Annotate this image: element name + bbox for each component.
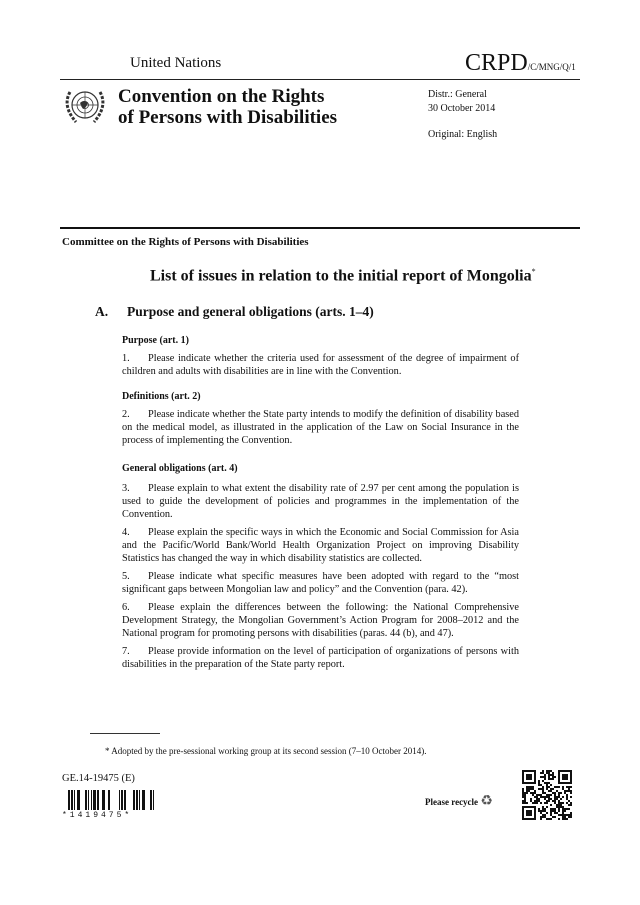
recycle-notice [425, 793, 493, 810]
distribution: Distr.: General [428, 89, 487, 100]
para-text: Please indicate what specific measures have been adopted with regard to the “most significant gaps between Mongolian law and policy” and the Convention (para. 42). [122, 571, 519, 595]
para-number: 4. [122, 527, 130, 538]
date: 30 October 2014 [428, 103, 496, 114]
barcode-number: *1419475* [62, 811, 133, 820]
block-general-obligations [122, 462, 519, 671]
section-title: Purpose and general obligations (arts. 1–4) [127, 304, 374, 319]
para-number: 6. [122, 602, 130, 613]
symbol-main: CRPD [465, 50, 528, 76]
org-name: United Nations [130, 55, 222, 71]
paragraph [122, 601, 519, 640]
title-text: List of issues in relation to the initial report of Mongolia [150, 267, 532, 285]
symbol-suffix: /C/MNG/Q/1 [527, 62, 576, 72]
paragraph [122, 526, 519, 565]
thick-rule [60, 227, 580, 229]
para-number: 1. [122, 353, 130, 364]
header-rule [60, 79, 580, 80]
section-heading [95, 304, 374, 320]
para-text: Please explain the specific ways in which the Economic and Social Commission for Asia and the Pacific/World Bank/World Health Organization Project on improving Disability Statistics has changed the way in which disability statistics are collected. [122, 527, 519, 564]
job-number: GE.14-19475 (E) [62, 773, 135, 784]
section-letter: A. [95, 304, 109, 319]
convention-title [118, 86, 337, 128]
subheading: Purpose (art. 1) [122, 335, 189, 346]
block-purpose [122, 334, 519, 378]
document-title [150, 267, 536, 285]
un-emblem-icon [62, 84, 108, 128]
para-text: Please indicate whether the State party intends to modify the definition of disability based on the medical model, as illustrated in the application of the Law on Social Insurance in the process of implementing the Convention. [122, 409, 519, 446]
original-language: Original: English [428, 129, 498, 140]
subheading: Definitions (art. 2) [122, 391, 201, 402]
title-line-1: Convention on the Rights [118, 86, 325, 107]
paragraph [122, 482, 519, 521]
title-line-2: of Persons with Disabilities [118, 107, 338, 128]
subheading: General obligations (art. 4) [122, 463, 238, 474]
footnote-marker: * [531, 267, 536, 276]
para-number: 3. [122, 483, 130, 494]
para-text: Please indicate whether the criteria used for assessment of the degree of impairment of children and adults with disabilities are in line with the Convention. [122, 353, 519, 377]
para-text: Please explain the differences between the following: the National Comprehensive Development Strategy, the Mongolian Government’s Action Program for 2008–2012 and the National program for promoting persons with disabilities (paras. 44 (b), and 47). [122, 602, 519, 639]
barcode-icon [62, 790, 154, 810]
para-number: 2. [122, 409, 130, 420]
committee-name: Committee on the Rights of Persons with Disabilities [62, 236, 309, 248]
paragraph [122, 645, 519, 671]
qr-code-icon [522, 770, 572, 820]
paragraph [122, 408, 519, 447]
footnote: * Adopted by the pre-sessional working group at its second session (7–10 October 2014). [105, 746, 427, 756]
para-text: Please provide information on the level of participation of organizations of persons with disabilities in the preparation of the State party report. [122, 646, 519, 670]
footnote-rule [90, 733, 160, 734]
paragraph [122, 352, 519, 378]
recycle-icon: ♻ [480, 794, 493, 809]
block-definitions [122, 390, 519, 447]
recycle-text: Please recycle [425, 797, 479, 807]
para-number: 5. [122, 571, 130, 582]
para-number: 7. [122, 646, 130, 657]
document-symbol [465, 50, 576, 77]
distribution-info [428, 88, 495, 116]
para-text: Please explain to what extent the disability rate of 2.97 per cent among the population is used to guide the development of policies and programmes in the implementation of the Convention. [122, 483, 519, 520]
paragraph [122, 570, 519, 596]
